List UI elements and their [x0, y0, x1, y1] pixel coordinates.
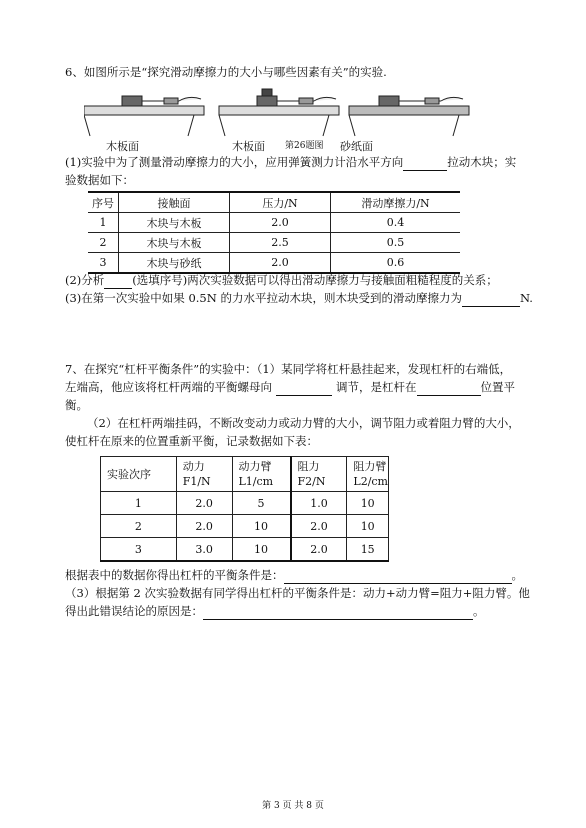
table-header: 序号	[88, 192, 119, 213]
setup-1	[84, 96, 204, 136]
answer-blank[interactable]	[104, 276, 132, 289]
q7-line3: 衡。	[65, 398, 88, 412]
q6-part3: (3)在第一次实验中如果 0.5N 的力水平拉动木块，则木块受到的滑动摩擦力为 N.	[65, 291, 533, 305]
table-row: 2 木块与木板 2.5 0.5	[88, 233, 460, 253]
q7-line8: 得出此错误结论的原因是： 。	[65, 604, 485, 618]
table-header: 压力/N	[230, 192, 331, 213]
table-row: 1 2.0 5 1.0 10	[101, 492, 389, 515]
table-header: 阻力 F2/N	[291, 457, 347, 492]
table-header: 动力臂 L1/cm	[232, 457, 291, 492]
answer-blank[interactable]	[276, 383, 332, 396]
answer-blank[interactable]	[417, 383, 481, 396]
friction-data-table	[88, 191, 460, 274]
table-header: 接触面	[119, 192, 230, 213]
table-header: 滑动摩擦力/N	[331, 192, 461, 213]
q6-part1: (1)实验中为了测量滑动摩擦力的大小，应用弹簧测力计沿水平方向 拉动木块；实	[65, 155, 517, 169]
table-row: 1 木块与木板 2.0 0.4	[88, 213, 460, 233]
table-row: 3 3.0 10 2.0 15	[101, 538, 389, 562]
setup-2	[219, 89, 339, 136]
q7-line7: （3）根据第 2 次实验数据有同学得出杠杆的平衡条件是：动力+动力臂=阻力+阻力臂。他	[65, 586, 530, 600]
figure-label-1: 木板面	[106, 140, 139, 153]
q7-line2: 左端高，他应该将杠杆两端的平衡螺母向 调节，是杠杆在 位置平	[65, 380, 515, 394]
figure-label-2: 木板面	[232, 140, 265, 153]
answer-blank[interactable]	[403, 158, 447, 171]
q6-title: 6、如图所示是“探究滑动摩擦力的大小与哪些因素有关”的实验.	[65, 65, 387, 79]
lever-data-table	[100, 456, 389, 562]
figure-label-3: 砂纸面	[340, 140, 373, 153]
answer-blank[interactable]	[203, 607, 473, 620]
q7-line5: 使杠杆在原来的位置重新平衡，记录数据如下表：	[65, 434, 318, 448]
table-header: 阻力臂 L2/cm	[347, 457, 389, 492]
setup-3	[349, 96, 469, 136]
q6-part2: (2)分析 (选填序号)两次实验数据可以得出滑动摩擦力与接触面粗糙程度的关系；	[65, 273, 498, 287]
table-header: 实验次序	[101, 457, 177, 492]
table-row: 3 木块与砂纸 2.0 0.6	[88, 253, 460, 274]
q6-part1-cont: 验数据如下：	[65, 173, 134, 187]
answer-blank[interactable]	[284, 571, 512, 584]
table-header: 动力 F1/N	[176, 457, 232, 492]
answer-blank[interactable]	[462, 294, 520, 307]
q7-line1: 7、在探究“杠杆平衡条件”的实验中：（1）某同学将杠杆悬挂起来，发现杠杆的右端低，	[65, 362, 512, 376]
page-footer: 第 3 页 共 8 页	[262, 801, 324, 811]
experiment-figure	[84, 88, 474, 138]
q7-line4: （2）在杠杆两端挂码，不断改变动力或动力臂的大小，调节阻力或着阻力臂的大小，	[87, 416, 520, 430]
table-row: 2 2.0 10 2.0 10	[101, 515, 389, 538]
figure-caption: 第26题图	[285, 141, 324, 151]
q7-line6: 根据表中的数据你得出杠杆的平衡条件是： 。	[65, 568, 523, 582]
